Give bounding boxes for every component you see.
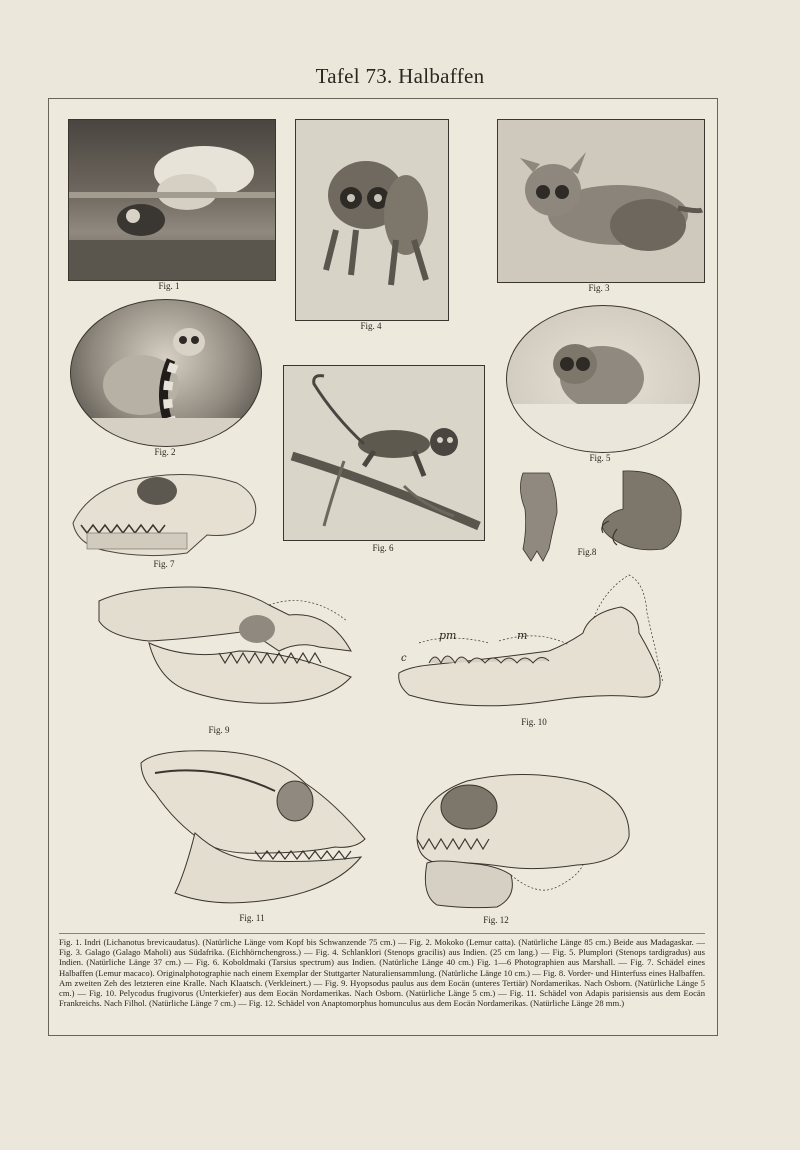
fig6-caption: Fig. 6 <box>372 543 394 553</box>
plate-title: Tafel 73. Halbaffen <box>315 64 485 88</box>
slow-loris-image <box>507 306 699 452</box>
fig10-label-pm: pm <box>439 629 457 642</box>
fig12-skull <box>407 767 637 913</box>
galago-image <box>498 120 704 282</box>
fig2-caption: Fig. 2 <box>154 447 176 457</box>
ring-tailed-lemur-image <box>71 300 261 446</box>
fig3-caption: Fig. 3 <box>588 283 610 293</box>
fig1-photo <box>68 119 276 281</box>
fig4-caption: Fig. 4 <box>360 321 382 331</box>
fig5-photo <box>506 305 700 453</box>
fig3-photo <box>497 119 705 283</box>
fig9-caption: Fig. 9 <box>208 725 230 735</box>
fig10-label-m: m <box>517 629 528 642</box>
fig5-caption: Fig. 5 <box>589 453 611 463</box>
tarsier-image <box>284 366 484 540</box>
indri-image <box>69 120 275 280</box>
caption-divider <box>59 933 705 934</box>
fig10-jaw <box>389 573 669 713</box>
fig12-caption: Fig. 12 <box>483 915 509 925</box>
caption-text: Fig. 1. Indri (Lichanotus brevicaudatus). (Natürliche Länge vom Kopf bis Schwanzende 75 cm.) — Fig. 2. Mokoko (Lemur catta). (Natürliche Länge 85 cm.) Beide aus Madagaskar. — Fig. 3. Galago (Galago Maholi) aus Südafrika. (Eichhörnchengross.) — Fig. 4. Schlanklori (Stenops gracilis) aus Indien. (25 cm lang.) — Fig. 5. Plumplori (Stenops tardigradus) aus Indien. (Natürliche Länge 37 cm.) — Fig. 6. Koboldmaki (Tarsius spectrum) aus Indien. (Natürliche Länge 40 cm.) Fig. 1—6 Photographien aus Marshall. — Fig. 7. Schädel eines Halbaffen (Lemur macaco). Originalphotographie nach einem Exemplar der Stuttgarter Naturaliensammlung. (Natürliche Länge 10 cm.) — Fig. 8. Vorder- und Hinterfuss eines Halbaffen. Am zweiten Zeh des letzteren eine Kralle. Nach Klaatsch. (Verkleinert.) — Fig. 9. Hyopsodus paulus aus dem Eocän (unteres Tertiär) Nordamerikas. Nach Osborn. (Natürliche Länge 5 cm.) — Fig. 10. Pelycodus frugivorus (Unterkiefer) aus dem Eocän Nordamerikas. Nach Osborn. (Natürliche Länge 5 cm.) — Fig. 11. Schädel von Adapis parisiensis aus dem Eocän Frankreichs. Nach Filhol. (Natürliche Länge 7 cm.) — Fig. 12. Schädel von Anaptomorphus homunculus aus dem Eocän Nordamerikas. (Natürliche Länge 28 mm.) <box>59 937 705 1009</box>
fig9-skull <box>89 581 359 721</box>
fig6-photo <box>283 365 485 541</box>
fig10-caption: Fig. 10 <box>521 717 547 727</box>
fig11-skull <box>135 743 375 913</box>
plate-frame <box>48 98 718 1036</box>
fig4-photo <box>295 119 449 321</box>
fig7-skull <box>67 463 263 563</box>
fig2-photo <box>70 299 262 447</box>
fig1-caption: Fig. 1 <box>158 281 180 291</box>
fig11-caption: Fig. 11 <box>239 913 265 923</box>
plate-caption <box>59 937 705 1008</box>
fig8-caption: Fig.8 <box>577 547 597 557</box>
fig7-caption: Fig. 7 <box>153 559 175 569</box>
slender-loris-image <box>296 120 448 320</box>
fig10-label-c: c <box>401 653 407 664</box>
